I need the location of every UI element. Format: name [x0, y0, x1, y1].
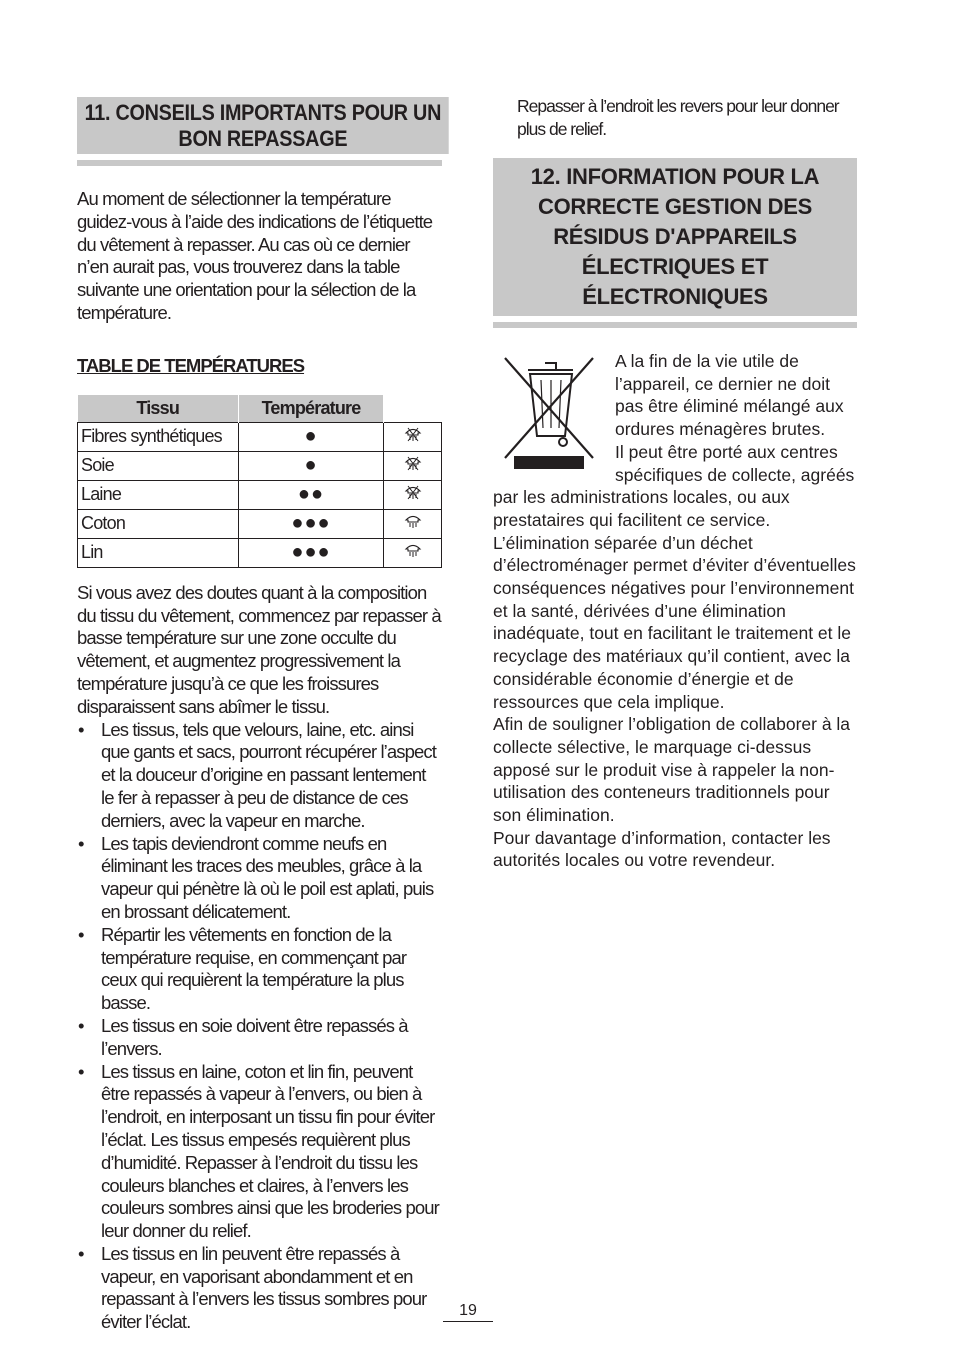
page-number: 19 [443, 1302, 493, 1322]
steam-off-icon [384, 480, 442, 509]
list-item: • Les tissus en lin peuvent être repassés à vapeur, en vaporisant abondamment et en repassant à l’envers les tissus sombres pour éviter l’éclat. [77, 1243, 442, 1334]
steam-icon [384, 509, 442, 538]
list-item: • Les tissus, tels que velours, laine, etc. ainsi que gants et sacs, pourront récupérer l’aspect et la douceur d’origine en passant lentement le fer à repasser à peu de distance de ces derniers, avec la vapeur en marche. [77, 719, 442, 833]
header-tissu: Tissu [78, 395, 239, 423]
doubt-paragraph: Si vous avez des doutes quant à la composition du tissu du vêtement, commencez par repasser à basse température sur une zone occulte du vêtement, et augmentez progressivement la température jusqu’à ce que les froissures disparaissent sans abîmer le tissu. [77, 581, 441, 717]
intro-paragraph: Au moment de sélectionner la température guidez-vous à l’aide des indications de l’étiquette du vêtement à repasser. Au cas où ce dernier n’en aurait pas, vous trouverez dans la table suivante une orientation pour la sélection de la température. [77, 188, 433, 323]
fabric-cell: Soie [78, 451, 239, 480]
table-row [78, 451, 442, 480]
list-item: • Les tissus en soie doivent être repassés à l’envers. [77, 1015, 442, 1061]
fabric-cell: Lin [78, 538, 239, 567]
right-column [493, 95, 857, 872]
temperature-dots: ● [238, 451, 383, 480]
table-header-row [78, 395, 442, 423]
section-11-rule [77, 160, 442, 166]
list-item: • Les tissus en laine, coton et lin fin, peuvent être repassés à vapeur à l’envers, ou bien à l’endroit, en interposant un tissu fin pour éviter l’éclat. Les tissus empesés requièrent plus d’humidité. Repasser à l’endroit du tissu les couleurs blanches et claires, à l’envers les couleurs sombres ainsi que les broderies pour leur donner du relief. [77, 1061, 442, 1243]
table-row [78, 509, 442, 538]
weee-paragraph-4: Afin de souligner l’obligation de collaborer à la collecte sélective, le marquage ci-dessus apposé sur le produit vise à rappeler la non-utilisation des conteneurs traditionnels pour son élimination. [493, 714, 851, 826]
table-row [78, 480, 442, 509]
weee-paragraph-1: A la fin de la vie utile de l’appareil, ce dernier ne doit pas être éliminé mélangé aux ordures ménagères brutes. [615, 351, 844, 440]
steam-off-icon [384, 451, 442, 480]
header-temperature: Température [238, 395, 383, 423]
temperature-dots: ●●● [238, 538, 383, 567]
weee-paragraph-2: Il peut être porté aux centres spécifiques de collecte, agréés par les administrations locales, ou aux prestataires qui facilitent ce service. [493, 441, 855, 530]
steam-icon [384, 538, 442, 567]
header-blank [384, 395, 442, 423]
weee-paragraph-5: Pour davantage d’information, contacter les autorités locales ou votre revendeur. [493, 827, 831, 871]
temperature-dots: ●● [238, 480, 383, 509]
steam-off-icon [384, 422, 442, 451]
left-column [77, 97, 442, 1334]
continued-paragraph: Repasser à l’endroit les revers pour leur donner plus de relief. [517, 96, 839, 139]
fabric-cell: Coton [78, 509, 239, 538]
tips-list [77, 719, 442, 1335]
section-12-rule [493, 322, 857, 328]
list-item: • Les tapis deviendront comme neufs en éliminant les traces des meubles, grâce à la vapeur qui pénètre là où le poil est aplati, puis en brossant délicatement. [77, 833, 442, 924]
table-row [78, 538, 442, 567]
fabric-cell: Laine [78, 480, 239, 509]
temperature-table [77, 395, 442, 568]
weee-paragraph-3: L’élimination séparée d’un déchet d’électroménager permet d’éviter d’éventuelles conséquences négatives pour l’environnement et la santé, dérivées d’une élimination inadéquate, tout en facilitant le traitement et le recyclage des matériaux qu’il contient, avec la considérable économie d’énergie et de ressources que cela implique. [493, 532, 856, 712]
crossed-out-bin-icon [493, 350, 603, 475]
temperature-dots: ●●● [238, 509, 383, 538]
fabric-cell: Fibres synthétiques [78, 422, 239, 451]
list-item: • Répartir les vêtements en fonction de la température requise, en commençant par ceux qui requièrent la température la plus basse. [77, 924, 442, 1015]
section-12-heading: 12. INFORMATION POUR LA CORRECTE GESTION DES RÉSIDUS D'APPAREILS ÉLECTRIQUES ET ÉLECTRONIQUES [493, 158, 857, 316]
table-row [78, 422, 442, 451]
temperature-dots: ● [238, 422, 383, 451]
table-title: TABLE DE TEMPÉRATURES [77, 354, 305, 376]
section-11-heading: 11. CONSEILS IMPORTANTS POUR UN BON REPASSAGE [77, 97, 449, 154]
section-12-body [493, 350, 857, 872]
